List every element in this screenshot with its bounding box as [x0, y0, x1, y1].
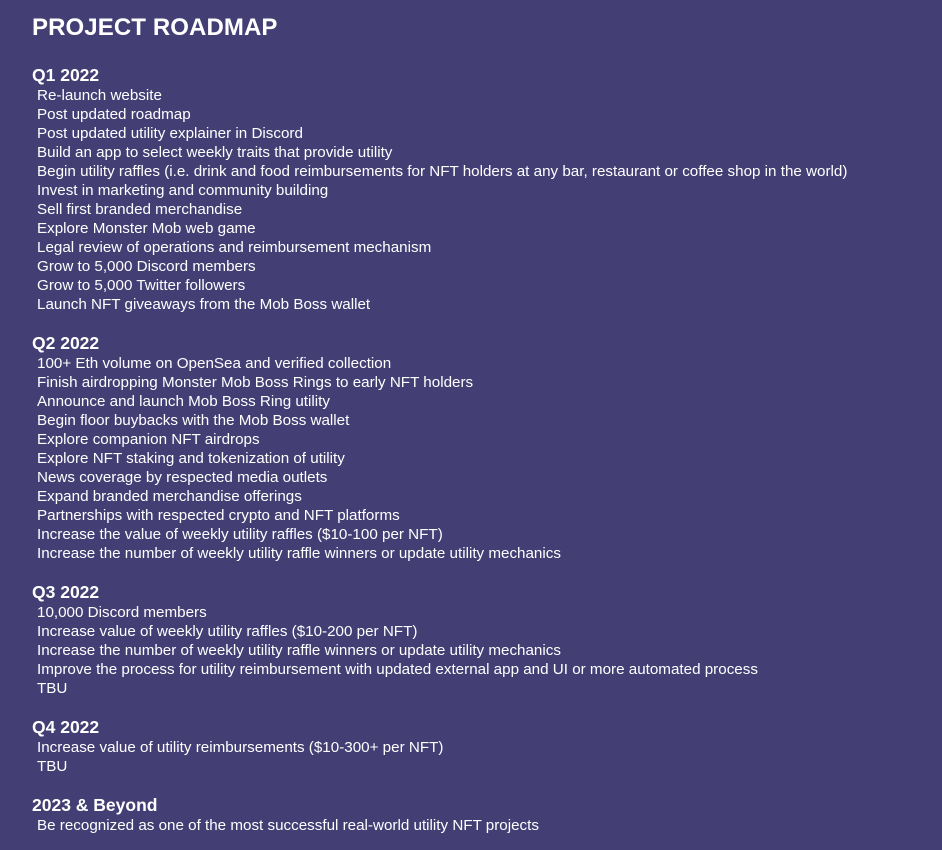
milestone-item: Increase value of weekly utility raffles ($10-200 per NFT)	[37, 623, 418, 640]
milestone-item: Begin utility raffles (i.e. drink and food reimbursements for NFT holders at any bar, restaurant or coffee shop in the world)	[37, 163, 848, 180]
milestone-list	[32, 738, 942, 776]
milestone-item: 100+ Eth volume on OpenSea and verified collection	[37, 355, 392, 372]
milestone-item: Build an app to select weekly traits that provide utility	[37, 144, 393, 161]
section-heading: 2023 & Beyond	[32, 795, 158, 815]
milestone-item: Be recognized as one of the most successful real-world utility NFT projects	[37, 817, 539, 834]
milestone-item: Increase value of utility reimbursements ($10-300+ per NFT)	[37, 739, 444, 756]
milestone-item: Explore NFT staking and tokenization of utility	[37, 450, 345, 467]
milestone-item: Finish airdropping Monster Mob Boss Rings to early NFT holders	[37, 374, 474, 391]
milestone-item: Legal review of operations and reimbursement mechanism	[37, 239, 432, 256]
milestone-item: Improve the process for utility reimbursement with updated external app and UI or more automated process	[37, 661, 758, 678]
section-heading: Q2 2022	[32, 333, 100, 353]
milestone-list	[32, 86, 942, 314]
section-q2-2022	[32, 332, 942, 563]
milestone-item: Expand branded merchandise offerings	[37, 488, 302, 505]
section-q4-2022	[32, 716, 942, 776]
page-title: PROJECT ROADMAP	[32, 14, 278, 41]
milestone-item: TBU	[37, 758, 68, 775]
milestone-item: TBU	[37, 680, 68, 697]
milestone-item: Increase the number of weekly utility raffle winners or update utility mechanics	[37, 545, 561, 562]
milestone-list	[32, 603, 942, 698]
section-q3-2022	[32, 581, 942, 698]
section-heading: Q4 2022	[32, 717, 100, 737]
section-2023-beyond	[32, 794, 942, 835]
section-q1-2022	[32, 64, 942, 314]
milestone-list	[32, 816, 942, 835]
milestone-item: Sell first branded merchandise	[37, 201, 243, 218]
milestone-item: Grow to 5,000 Discord members	[37, 258, 256, 275]
milestone-item: Explore Monster Mob web game	[37, 220, 256, 237]
milestone-list	[32, 354, 942, 563]
section-heading: Q3 2022	[32, 582, 100, 602]
milestone-item: Grow to 5,000 Twitter followers	[37, 277, 246, 294]
milestone-item: Explore companion NFT airdrops	[37, 431, 260, 448]
milestone-item: Invest in marketing and community building	[37, 182, 329, 199]
milestone-item: Announce and launch Mob Boss Ring utility	[37, 393, 330, 410]
milestone-item: Increase the value of weekly utility raffles ($10-100 per NFT)	[37, 526, 443, 543]
milestone-item: Launch NFT giveaways from the Mob Boss wallet	[37, 296, 371, 313]
milestone-item: Post updated roadmap	[37, 106, 191, 123]
milestone-item: Partnerships with respected crypto and NFT platforms	[37, 507, 400, 524]
section-heading: Q1 2022	[32, 65, 100, 85]
milestone-item: 10,000 Discord members	[37, 604, 207, 621]
milestone-item: Post updated utility explainer in Discord	[37, 125, 303, 142]
milestone-item: Begin floor buybacks with the Mob Boss wallet	[37, 412, 350, 429]
milestone-item: Increase the number of weekly utility raffle winners or update utility mechanics	[37, 642, 561, 659]
milestone-item: Re-launch website	[37, 87, 162, 104]
milestone-item: News coverage by respected media outlets	[37, 469, 328, 486]
